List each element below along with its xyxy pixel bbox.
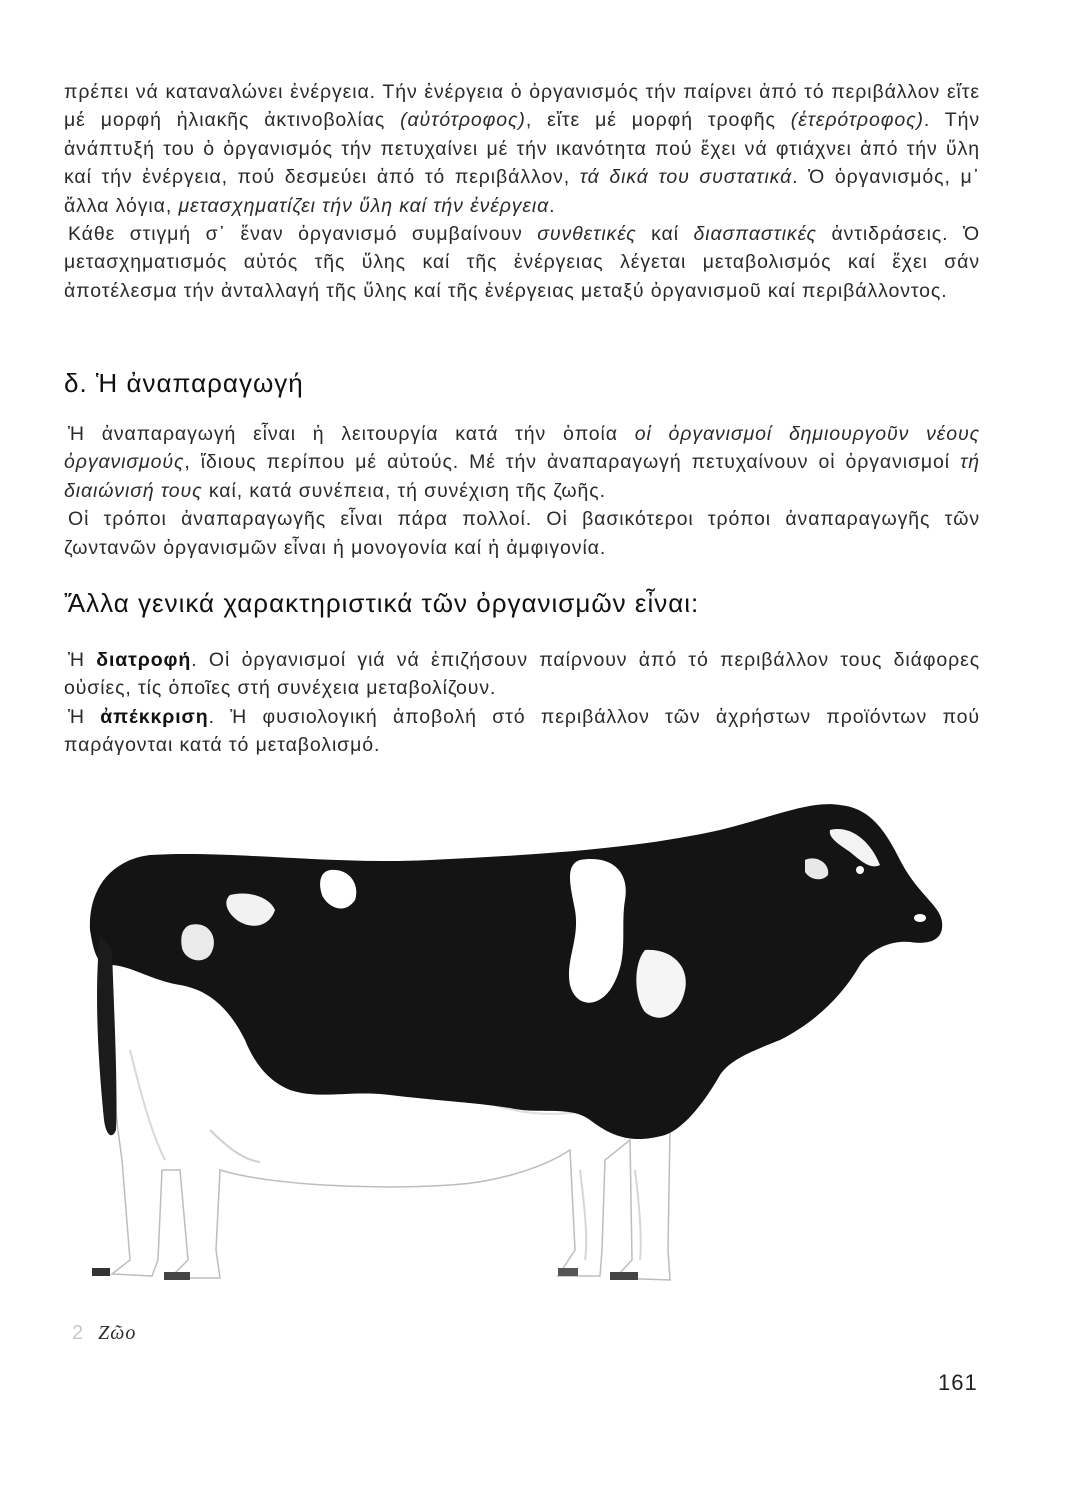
figure-caption-text: Ζῶο bbox=[98, 1322, 137, 1344]
term-autotroph: (αὐτότροφος) bbox=[400, 109, 526, 132]
paragraph-reproduction-modes: Οἱ τρόποι ἀναπαραγωγῆς εἶναι πάρα πολλοί. Οἱ βασικότεροι τρόποι ἀναπαραγωγῆς τῶν ζωντανῶν ὀργανισμῶν εἶναι ἡ μονογονία καί ἡ ἀμφιγονία. bbox=[64, 508, 980, 559]
term-heterotroph: (ἑτερότροφος) bbox=[790, 109, 924, 132]
figure-number: 2 bbox=[72, 1322, 85, 1344]
term-perpetuation: τή διαιώνισή τους bbox=[64, 451, 980, 502]
term-new-organisms: οἱ ὀργανισμοί δημιουργοῦν νέους ὀργανισμούς bbox=[64, 423, 980, 474]
paragraph-reproduction: Ἡ ἀναπαραγωγή εἶναι ἡ λειτουργία κατά τήν ὁποία οἱ ὀργανισμοί δημιουργοῦν νέους ὀργανισμούς, ἴδιους περίπου μέ αὐτούς. Μέ τήν ἀναπαραγωγή πετυχαίνουν οἱ ὀργανισμοί τή διαιώνισή τους καί, κατά συνέπεια, τή συνέχιση τῆς ζωῆς. bbox=[64, 423, 980, 502]
term-excretion: ἀπέκκριση bbox=[100, 705, 209, 728]
section-heading-reproduction: δ. Ἡ ἀναπαραγωγή bbox=[64, 368, 304, 398]
section-heading-other-characteristics: Ἄλλα γενικά χαρακτηριστικά τῶν ὀργανισμῶν εἶναι: bbox=[64, 588, 700, 618]
holstein-cow-illustration-icon bbox=[70, 790, 970, 1310]
term-synthetic: συνθετικές bbox=[537, 223, 637, 246]
text-section-reproduction bbox=[64, 420, 980, 562]
figure-caption bbox=[72, 1322, 136, 1345]
text-section-metabolism bbox=[64, 78, 980, 305]
paragraph-energy: πρέπει νά καταναλώνει ἐνέργεια. Τήν ἐνέργεια ὁ ὀργανισμός τήν παίρνει ἀπό τό περιβάλλον εἴτε μέ μορφή ἡλιακῆς ἀκτινοβολίας (αὐτότροφος), εἴτε μέ μορφή τροφῆς (ἑτερότροφος). Τήν ἀνάπτυξή του ὁ ὀργανισμός τήν πετυχαίνει μέ τήν ικανότητα πού ἔχει νά φτιάχνει ἀπό τήν ὕλη καί τήν ἐνέργεια, πού δεσμεύει ἀπό τό περιβάλλον, τά δικά του συστατικά. Ὁ ὀργανισμός, μ᾿ ἄλλα λόγια, μετασχηματίζει τήν ὕλη καί τήν ἐνέργεια. bbox=[64, 81, 980, 217]
term-own-components: τά δικά του συστατικά bbox=[579, 166, 793, 189]
paragraph-metabolism: Κάθε στιγμή σ᾿ ἕναν ὀργανισμό συμβαίνουν συνθετικές καί διασπαστικές ἀντιδράσεις. Ὁ μετασχηματισμός αὐτός τῆς ὕλης καί τῆς ἐνέργειας λέγεται μεταβολισμός καί ἔχει σάν ἀποτέλεσμα τήν ἀνταλλαγή τῆς ὕλης καί τῆς ἐνέργειας μεταξύ ὀργανισμοῦ καί περιβάλλοντος. bbox=[64, 223, 980, 302]
paragraph-nutrition: Ἡ διατροφή. Οἱ ὀργανισμοί γιά νά ἐπιζήσουν παίρνουν ἀπό τό περιβάλλον τους διάφορες οὐσίες, τίς ὁποῖες στή συνέχεια μεταβολίζουν. bbox=[64, 649, 980, 700]
page-number: 161 bbox=[938, 1370, 978, 1395]
paragraph-excretion: Ἡ ἀπέκκριση. Ἡ φυσιολογική ἀποβολή στό περιβάλλον τῶν ἀχρήστων προϊόντων πού παράγονται κατά τό μεταβολισμό. bbox=[64, 705, 980, 757]
term-nutrition: διατροφή bbox=[96, 649, 192, 671]
term-transforms: μετασχηματίζει τήν ὕλη καί τήν ἐνέργεια bbox=[178, 194, 550, 217]
term-catabolic: διασπαστικές bbox=[693, 223, 817, 246]
text-section-characteristics bbox=[64, 646, 980, 760]
